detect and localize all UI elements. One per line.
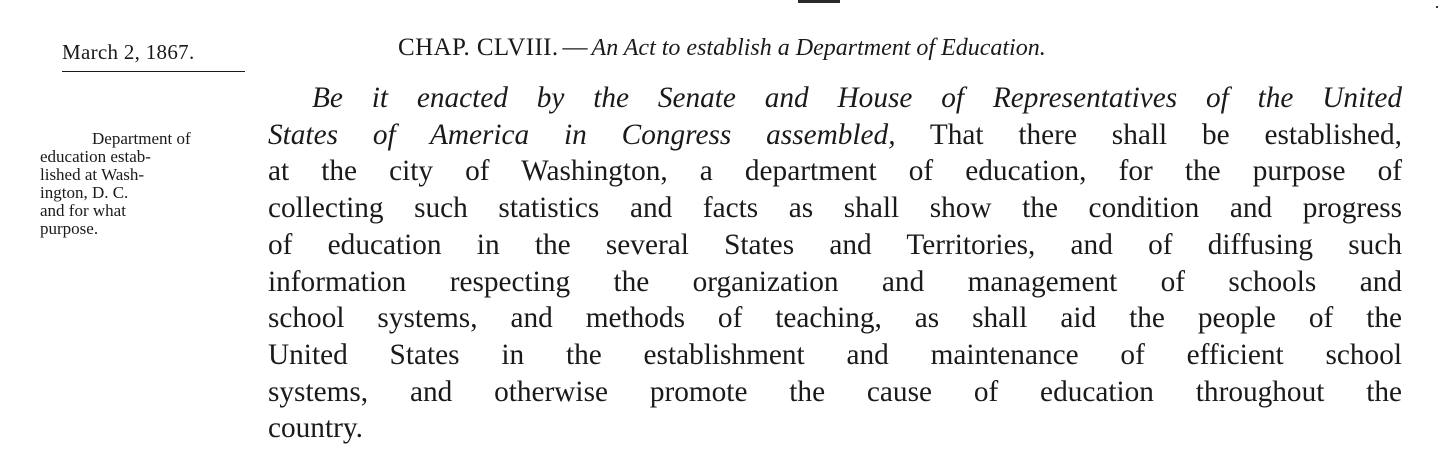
sidenote-line: and for what (40, 201, 126, 220)
body-line: collecting such statistics and facts as shall show the condition and progress (268, 192, 1402, 225)
sidenote-line: purpose. (40, 219, 99, 238)
body-line-final: country. (268, 412, 363, 445)
enacting-clause-end: States of America in Congress assembled, (268, 118, 896, 151)
page-speck (1436, 6, 1438, 8)
chapter-heading (398, 34, 1046, 62)
heading-dash: — (562, 34, 588, 61)
body-line-text: That there shall be established, (895, 118, 1402, 151)
sidenote-line: lished at Wash- (40, 165, 145, 184)
body-line: systems, and otherwise promote the cause of education throughout the (268, 375, 1402, 408)
margin-sidenote (40, 130, 264, 238)
enactment-date: March 2, 1867. (62, 40, 245, 72)
body-line: of education in the several States and Territories, and of diffusing such (268, 228, 1402, 261)
sidenote-line: education estab- (40, 147, 151, 166)
body-line: information respecting the organization and management of schools and (268, 265, 1402, 298)
act-body (268, 80, 1402, 447)
chapter-number: CHAP. CLVIII. (398, 34, 559, 61)
body-line-enacting: Be it enacted by the Senate and House of Representatives of the United (312, 82, 1402, 114)
body-line (268, 117, 1402, 154)
sidenote-line: Department of (92, 129, 191, 148)
body-line: United States in the establishment and maintenance of efficient school (268, 338, 1402, 371)
top-rule (798, 0, 840, 3)
act-title: An Act to establish a Department of Education. (591, 35, 1046, 61)
sidenote-line: ington, D. C. (40, 183, 129, 202)
body-line: school systems, and methods of teaching, as shall aid the people of the (268, 302, 1402, 335)
body-line: at the city of Washington, a department of education, for the purpose of (268, 155, 1402, 188)
